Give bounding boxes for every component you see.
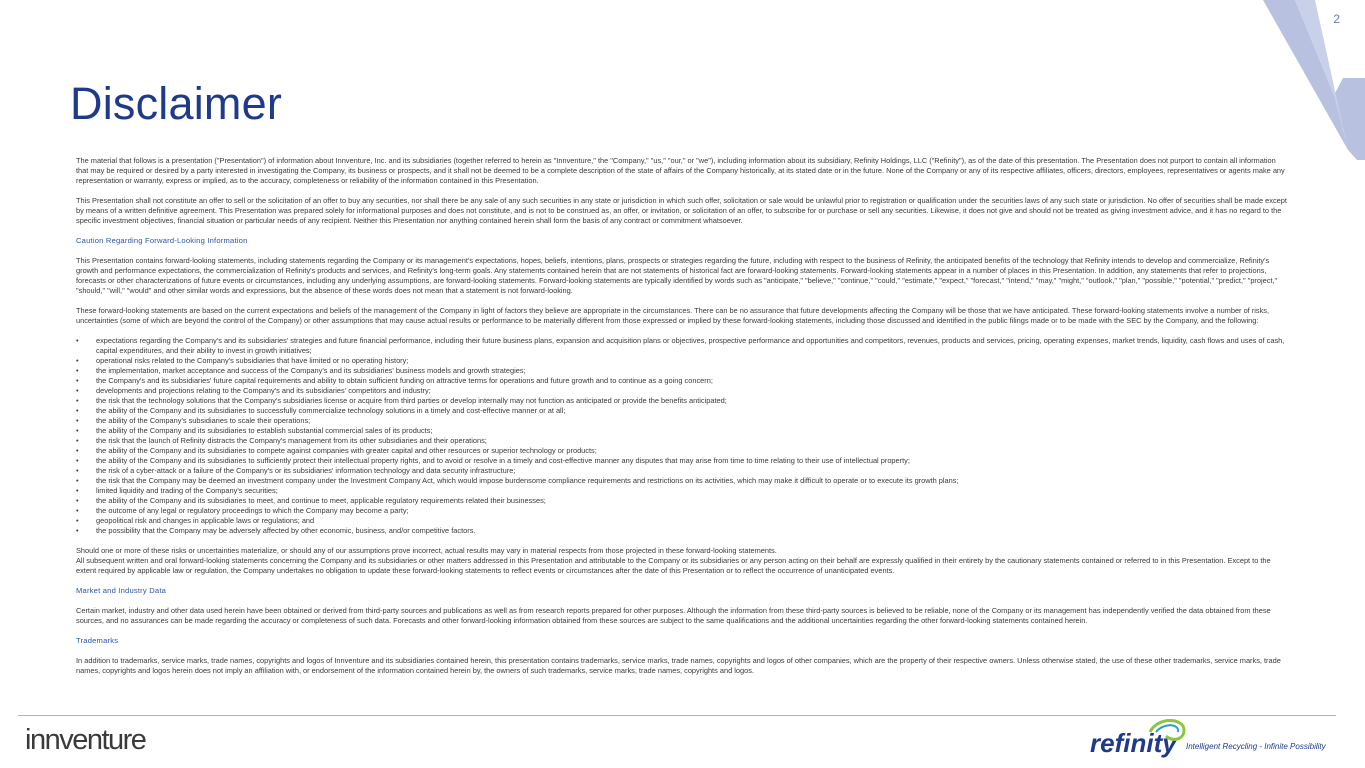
risks-materialize-paragraph: Should one or more of these risks or uncertainties materialize, or should any of our assumptions prove incorrect, actual results may vary in material respects from those projected in these forward-looking statements. (76, 546, 777, 555)
list-item: • the risk of a cyber-attack or a failure of the Company's or its subsidiaries' information technology and data security infrastructure; (76, 466, 1288, 476)
refinity-logo-text: refinity (1090, 728, 1177, 758)
innventure-logo-text: innventure (25, 724, 146, 756)
trademarks-paragraph: In addition to trademarks, service marks, trade names, copyrights and logos of Innventure and its subsidiaries contained herein, this presentation contains trademarks, service marks, trade names, copyrights and logos of other companies, which are the property of their respective owners. Unless otherwise stated, the use of these other trademarks, service marks, trade names, copyrights and logos herein does not imply an affiliation with, or endorsement of the information contained herein by, the owners of such trademarks, service marks, trade names, copyrights and logos. (76, 656, 1281, 675)
list-item: • geopolitical risk and changes in applicable laws or regulations; and (76, 516, 1288, 526)
list-item: • expectations regarding the Company's and its subsidiaries' strategies and future financial performance, including their future business plans, expansion and acquisition plans or objectives, prospective performance and opportunities and competitors, revenues, products and services, pricing, operating expenses, market trends, liquidity, cash flows and uses of cash, capital expenditures, and their ability to invest in growth initiatives; (76, 336, 1288, 356)
list-item: • limited liquidity and trading of the Company's securities; (76, 486, 1288, 496)
refinity-tagline: Intelligent Recycling - Infinite Possibility (1186, 742, 1326, 751)
section-heading-market: Market and Industry Data (76, 586, 167, 595)
intro-paragraph: The material that follows is a presentation ("Presentation") of information about Innventure, Inc. and its subsidiaries (together referred to herein as "Innventure," the "Company," "us," "our," or "we"), including information about its subsidiary, Refinity Holdings, LLC ("Refinity"), as of the date of this presentation. The Presentation does not purport to contain all information that may be required or desired by a party interested in investigating the Company, its business or prospects, and it shall not be deemed to be a complete description of the state of affairs of the Company historically, at its stated date or in the future. None of the Company or any of its respective affiliates, officers, directors, employees, representatives or agents make any representation or warranty, express or implied, as to the accuracy, completeness or reliability of the information contained in this Presentation. (76, 156, 1285, 185)
innventure-logo (25, 722, 185, 758)
forward-looking-paragraph: This Presentation contains forward-looking statements, including statements regarding the Company or its management's expectations, hopes, beliefs, intentions, plans, prospects or strategies regarding the future, including with respect to the business of Refinity, the anticipated benefits of the technology that Refinity intends to develop and commercialize, Refinity's growth and performance expectations, the commercialization of Refinity's products and services, and Refinity's long-term goals. Any statements contained herein that are not statements of historical fact are forward-looking statements. Forward-looking statements appear in a number of places in this Presentation. In addition, any statements that refer to projections, forecasts or other characterizations of future events or circumstances, including any underlying assumptions, are forward-looking statements. Forward-looking statements are typically identified by words such as "anticipate," "believe," "continue," "could," "estimate," "expect," "forecast," "intend," "may," "might," "outlook," "plan," "possible," "potential," "predict," "project," "should," "will," "would" and other similar words and expressions, but the absence of these words does not mean that a statement is not forward-looking. (76, 256, 1278, 295)
list-item: • the possibility that the Company may be adversely affected by other economic, business, and/or competitive factors. (76, 526, 1288, 536)
risk-list (76, 336, 1288, 536)
page-title: Disclaimer (70, 78, 283, 129)
list-item: • the ability of the Company and its subsidiaries to compete against companies with greater capital and other resources or superior technology or products; (76, 446, 1288, 456)
list-item: • the ability of the Company and its subsidiaries to establish substantial commercial sales of its products; (76, 426, 1288, 436)
list-item: • the ability of the Company and its subsidiaries to successfully commercialize technology solutions in a timely and cost-effective manner or at all; (76, 406, 1288, 416)
list-item: • the risk that the technology solutions that the Company's subsidiaries license or acquire from third parties or develop internally may not function as anticipated or provide the benefits anticipated; (76, 396, 1288, 406)
list-item: • the implementation, market acceptance and success of the Company's and its subsidiaries' business models and growth strategies; (76, 366, 1288, 376)
list-item: • the ability of the Company and its subsidiaries to meet, and continue to meet, applicable regulatory requirements related their businesses; (76, 496, 1288, 506)
list-item: • the ability of the Company's subsidiaries to scale their operations; (76, 416, 1288, 426)
list-item: • the outcome of any legal or regulatory proceedings to which the Company may become a party; (76, 506, 1288, 516)
list-item: • the ability of the Company and its subsidiaries to sufficiently protect their intellectual property rights, and to avoid or resolve in a timely and cost-effective manner any disputes that may arise from time to time relating to their use of intellectual property; (76, 456, 1288, 466)
section-heading-trademarks: Trademarks (76, 636, 119, 645)
section-heading-caution: Caution Regarding Forward-Looking Information (76, 236, 248, 245)
footer-divider (18, 715, 1336, 716)
chevron-shape-icon (1255, 0, 1365, 160)
no-offer-paragraph: This Presentation shall not constitute an offer to sell or the solicitation of an offer to buy any securities, nor shall there be any sale of any such securities in any state or jurisdiction in which such offer, solicitation or sale would be unlawful prior to registration or qualification under the securities laws of any such state or jurisdiction. No offer of securities shall be made except by means of a written definitive agreement. This Presentation was prepared solely for informational purposes and does not constitute, and is not to be construed as, an offer, or invitation, or solicitation of an offer, to subscribe for or purchase or sell any securities. Likewise, it does not give and should not be treated as giving investment advice, and it has no regard to the specific investment objectives, financial situation or particular needs of any recipient. Neither this Presentation nor anything contained herein shall form the basis of any contract or commitment whatsoever. (76, 196, 1287, 225)
risks-paragraph: These forward-looking statements are based on the current expectations and beliefs of the management of the Company in light of factors they believe are appropriate in the circumstances. There can be no assurance that future developments affecting the Company will be those that we have anticipated. These forward-looking statements involve a number of risks, uncertainties (some of which are beyond the control of the Company) or other assumptions that may cause actual results or performance to be materially different from those expressed or implied by these forward-looking statements, including those discussed and identified in the public filings made or to be made with the SEC by the Company, and the following: (76, 306, 1270, 325)
disclaimer-body (76, 156, 1288, 686)
list-item: • the Company's and its subsidiaries' future capital requirements and ability to obtain sufficient funding on attractive terms for operations and future growth and to continue as a going concern; (76, 376, 1288, 386)
page-number: 2 (1333, 12, 1340, 26)
list-item: • the risk that the launch of Refinity distracts the Company's management from its other subsidiaries and their operations; (76, 436, 1288, 446)
list-item: • developments and projections relating to the Company's and its subsidiaries' competitors and industry; (76, 386, 1288, 396)
market-data-paragraph: Certain market, industry and other data used herein have been obtained or derived from third-party sources and publications as well as from research reports prepared for other purposes. Although the information from these third-party sources is believed to be reliable, none of the Company or its management has independently verified the data obtained from these sources, and no assurances can be made regarding the accuracy or completeness of such data. Forecasts and other forward-looking information obtained from these sources are subject to the same qualifications and the additional uncertainties regarding the other forward-looking statements contained herein. (76, 606, 1271, 625)
list-item: • the risk that the Company may be deemed an investment company under the Investment Company Act, which would impose burdensome compliance requirements and restrictions on its activities, which may make it difficult to operate or to execute its growth plans; (76, 476, 1288, 486)
refinity-logo (1088, 718, 1348, 760)
qualification-paragraph: All subsequent written and oral forward-looking statements concerning the Company and its subsidiaries or other matters addressed in this Presentation and attributable to the Company or its subsidiaries or any person acting on their behalf are expressly qualified in their entirety by the cautionary statements contained or referred to in this Presentation. Except to the extent required by applicable law or regulation, the Company undertakes no obligation to update these forward-looking statements to reflect events or circumstances after the date of this Presentation or to reflect the occurrence of unanticipated events. (76, 556, 1271, 575)
list-item: • operational risks related to the Company's subsidiaries that have limited or no operating history; (76, 356, 1288, 366)
